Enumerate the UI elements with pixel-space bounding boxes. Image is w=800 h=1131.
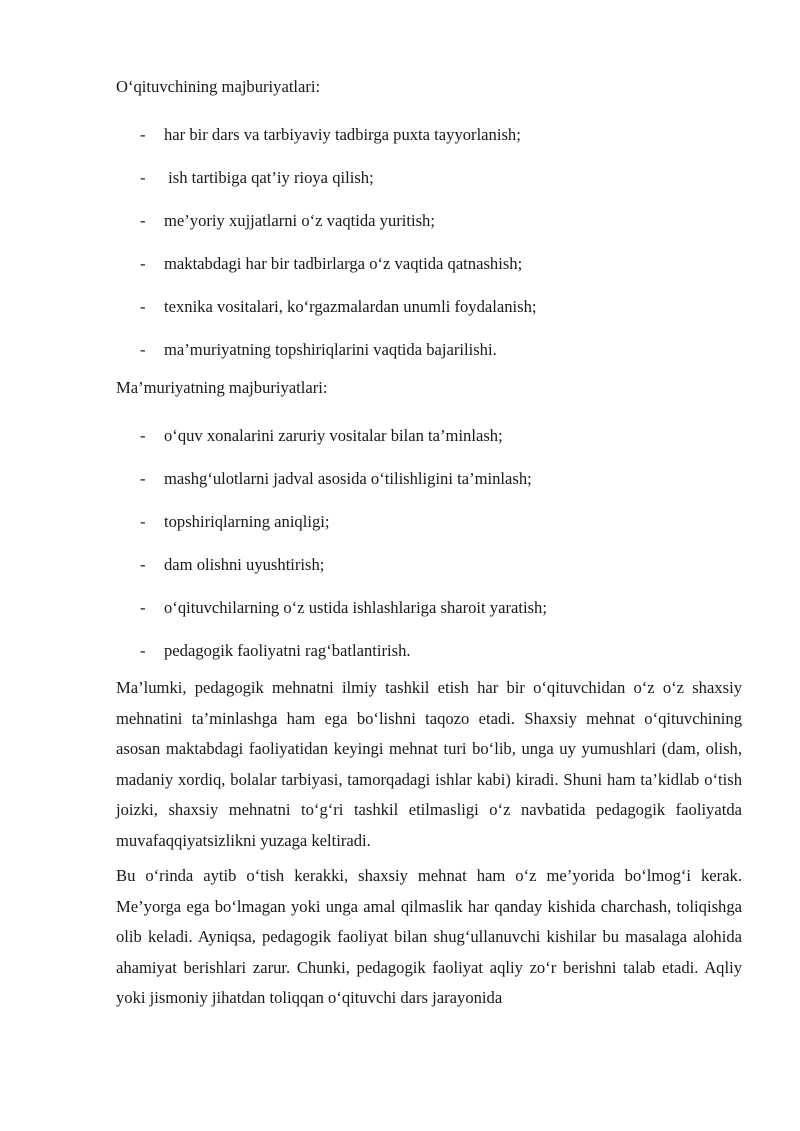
list-item-text: mashg‘ulotlarni jadval asosida o‘tilishligini ta’minlash; [164,469,532,488]
list-item [116,414,742,457]
list-item-text: dam olishni uyushtirish; [164,555,325,574]
list-item-text: topshiriqlarning aniqligi; [164,512,330,531]
list-bullet: - [140,168,146,187]
list-item [116,629,742,672]
list-item [116,199,742,242]
list-bullet: - [140,469,146,488]
document-page [116,70,742,1014]
list-bullet: - [140,598,146,617]
administration-duties-list [116,414,742,672]
list-item [116,328,742,371]
list-item-text: maktabdagi har bir tadbirlarga o‘z vaqtida qatnashish; [164,254,523,273]
list-item-text: texnika vositalari, ko‘rgazmalardan unumli foydalanish; [164,297,537,316]
list-item-text: har bir dars va tarbiyaviy tadbirga puxta tayyorlanish; [164,125,521,144]
paragraph-personal-labor: Ma’lumki, pedagogik mehnatni ilmiy tashkil etish har bir o‘qituvchidan o‘z o‘z shaxsiy mehnatini ta’minlashga ham ega bo‘lishni taqozo etadi. Shaxsiy mehnat o‘qituvchining asosan maktabdagi faoliyatidan keyingi mehnat turi bo‘lib, unga uy yumushlari (dam, olish, madaniy xordiq, bolalar tarbiyasi, tamorqadagi ishlar kabi) kiradi. Shuni ham ta’kidlab o‘tish joizki, shaxsiy mehnatni to‘g‘ri tashkil etilmasligi o‘z navbatida pedagogik faoliyatda muvafaqqiyatsizlikni yuzaga keltiradi. [116,678,742,850]
list-item [116,586,742,629]
list-item [116,500,742,543]
list-bullet: - [140,254,146,273]
list-bullet: - [140,211,146,230]
list-bullet: - [140,297,146,316]
section-heading-administration-duties: Ma’muriyatning majburiyatlari: [116,378,328,397]
list-item-text: o‘qituvchilarning o‘z ustida ishlashlariga sharoit yaratish; [164,598,547,617]
list-item [116,543,742,586]
list-item [116,156,742,199]
list-item-text: o‘quv xonalarini zaruriy vositalar bilan ta’minlash; [164,426,503,445]
list-item [116,113,742,156]
list-bullet: - [140,340,146,359]
list-item-text: me’yoriy xujjatlarni o‘z vaqtida yuritish; [164,211,435,230]
list-bullet: - [140,641,146,660]
list-item [116,285,742,328]
paragraph-labor-norms: Bu o‘rinda aytib o‘tish kerakki, shaxsiy mehnat ham o‘z me’yorida bo‘lmog‘i kerak. Me’yorga ega bo‘lmagan yoki unga amal qilmaslik har qanday kishida charchash, toliqishga olib keladi. Ayniqsa, pedagogik faoliyat bilan shug‘ullanuvchi kishilar bu masalaga alohida ahamiyat berishlari zarur. Chunki, pedagogik faoliyat aqliy zo‘r berishni talab etadi. Aqliy yoki jismoniy jihatdan toliqqan o‘qituvchi dars jarayonida [116,866,742,1007]
teacher-duties-list [116,113,742,371]
list-item [116,457,742,500]
list-bullet: - [140,125,146,144]
list-bullet: - [140,426,146,445]
section-heading-teacher-duties: O‘qituvchining majburiyatlari: [116,77,321,96]
list-item-text: pedagogik faoliyatni rag‘batlantirish. [164,641,411,660]
list-item [116,242,742,285]
list-bullet: - [140,555,146,574]
list-bullet: - [140,512,146,531]
list-item-text: ish tartibiga qat’iy rioya qilish; [164,168,374,187]
list-item-text: ma’muriyatning topshiriqlarini vaqtida bajarilishi. [164,340,497,359]
